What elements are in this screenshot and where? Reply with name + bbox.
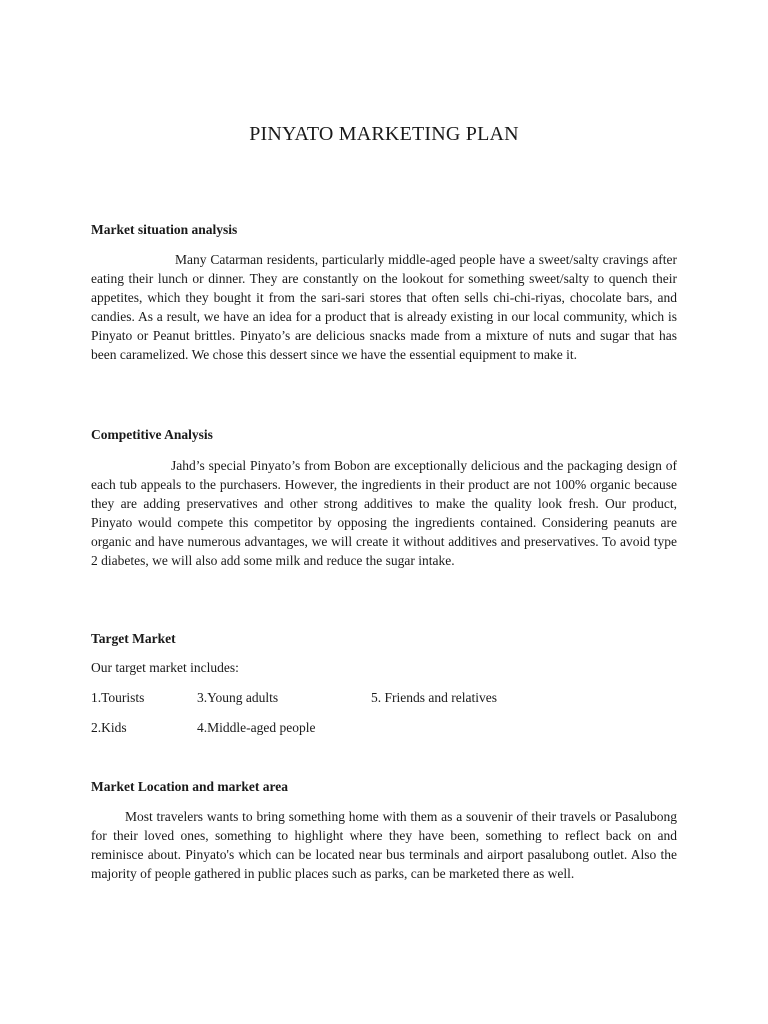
section-body-market-situation: Many Catarman residents, particularly middle-aged people have a sweet/salty cravings after eating their lunch or dinner. They are constantly on the lookout for something sweet/salty to quench their appetites, which they bought it from the sari-sari stores that often sells chi-chi-riyas, chocolate bars, and candies. As a result, we have an idea for a product that is already existing in our local community, which is Pinyato or Peanut brittles. Pinyato’s are delicious snacks made from a mixture of nuts and sugar that has been caramelized. We chose this dessert since we have the essential equipment to make it. bbox=[91, 252, 677, 363]
target-market-intro: Our target market includes: bbox=[91, 660, 239, 675]
target-market-item: 4.Middle-aged people bbox=[197, 720, 316, 735]
target-market-row-1 bbox=[91, 690, 677, 708]
document-title: PINYATO MARKETING PLAN bbox=[249, 123, 519, 145]
section-heading-market-location: Market Location and market area bbox=[91, 779, 288, 794]
section-body-competitive-analysis: Jahd’s special Pinyato’s from Bobon are exceptionally delicious and the packaging design of each tub appeals to the purchasers. However, the ingredients in their product are not 100% organic because they are adding preservatives and other strong additives to make the quality look fresh. Our product, Pinyato would compete this competitor by opposing the ingredients contained. Considering peanuts are organic and have numerous advantages, we will create it without additives and preservatives. To avoid type 2 diabetes, we will also add some milk and reduce the sugar intake. bbox=[91, 458, 677, 569]
section-heading-market-situation: Market situation analysis bbox=[91, 222, 238, 237]
target-market-item: 2.Kids bbox=[91, 720, 127, 735]
target-market-item: 3.Young adults bbox=[197, 690, 279, 705]
section-body-market-location: Most travelers wants to bring something home with them as a souvenir of their travels or Pasalubong for their loved ones, something to highlight where they have been, something to reflect back on and reminisce about. Pinyato's which can be located near bus terminals and airport pasalubong outlet. Also the majority of people gathered in public places such as parks, can be marketed there as well. bbox=[91, 809, 677, 882]
target-market-item: 5. Friends and relatives bbox=[371, 690, 497, 705]
target-market-item: 1.Tourists bbox=[91, 690, 145, 705]
section-heading-target-market: Target Market bbox=[91, 631, 176, 646]
section-heading-competitive-analysis: Competitive Analysis bbox=[91, 427, 213, 442]
target-market-row-2 bbox=[91, 720, 677, 738]
